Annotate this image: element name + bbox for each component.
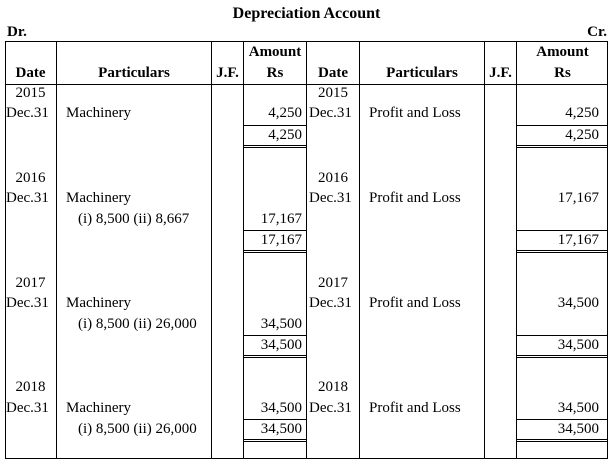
entry-total: 34,500 [557,421,599,437]
entry-amount: 34,500 [260,400,302,416]
col-divider [359,41,360,459]
entry-total: 17,167 [260,232,302,248]
total-rule [517,335,608,336]
total-rule [244,355,306,356]
entry-particulars: Profit and Loss [369,190,461,206]
entry-date: Dec.31 [6,400,49,416]
total-rule [517,145,608,146]
total-rule [244,357,306,358]
entry-date: Dec.31 [309,400,352,416]
year-2018-debit: 2018 [15,379,46,395]
entry-particulars: Profit and Loss [369,295,461,311]
entry-amount: 4,250 [565,105,599,121]
entry-date: Dec.31 [6,295,49,311]
entry-total: 4,250 [565,127,599,143]
header-jf-debit: J.F. [216,65,239,81]
entry-total: 34,500 [260,337,302,353]
total-rule [244,441,306,442]
debit-side-label: Dr. [7,24,27,40]
entry-total: 4,250 [268,127,302,143]
total-rule [517,357,608,358]
header-rule [5,84,608,85]
header-jf-credit: J.F. [489,65,512,81]
total-rule [244,230,306,231]
entry-amount: 34,500 [557,400,599,416]
header-rs-debit: Rs [266,65,284,81]
entry-amount: 17,167 [260,211,302,227]
header-amount-credit: Amount [536,44,589,60]
header-particulars-credit: Particulars [386,65,458,81]
entry-amount: 17,167 [557,190,599,206]
entry-detail: (i) 8,500 (ii) 26,000 [78,316,197,332]
total-rule [244,439,306,440]
total-rule [244,145,306,146]
entry-particulars: Profit and Loss [369,400,461,416]
total-rule [517,230,608,231]
header-amount-debit: Amount [248,44,302,60]
year-2017-credit: 2017 [318,275,348,291]
entry-particulars: Machinery [66,400,131,416]
entry-particulars: Machinery [66,105,131,121]
year-2015-credit: 2015 [318,85,348,101]
total-rule [517,439,608,440]
entry-amount: 34,500 [260,316,302,332]
col-divider [484,41,485,459]
total-rule [244,147,306,148]
entry-date: Dec.31 [309,105,352,121]
account-title: Depreciation Account [232,5,381,22]
entry-particulars: Profit and Loss [369,105,461,121]
entry-amount: 34,500 [557,295,599,311]
entry-particulars: Machinery [66,190,131,206]
credit-side-label: Cr. [587,24,607,40]
entry-detail: (i) 8,500 (ii) 26,000 [78,421,197,437]
total-rule [517,355,608,356]
total-rule [244,252,306,253]
total-rule [517,147,608,148]
total-rule [244,125,306,126]
col-divider [56,41,57,459]
total-rule [517,441,608,442]
year-2017-debit: 2017 [15,275,46,291]
year-2016-debit: 2016 [15,170,46,186]
header-particulars-debit: Particulars [98,65,170,81]
entry-total: 34,500 [557,337,599,353]
total-rule [517,250,608,251]
entry-total: 17,167 [557,232,599,248]
entry-date: Dec.31 [6,105,49,121]
total-rule [517,252,608,253]
entry-date: Dec.31 [309,295,352,311]
year-2015-debit: 2015 [15,85,46,101]
total-rule [517,419,608,420]
header-date-debit: Date [15,65,46,81]
year-2016-credit: 2016 [318,170,348,186]
header-date-credit: Date [318,65,348,81]
total-rule [244,419,306,420]
total-rule [244,250,306,251]
col-divider-center [306,41,307,459]
total-rule [244,335,306,336]
total-rule [517,125,608,126]
header-rs-credit: Rs [554,65,571,81]
entry-particulars: Machinery [66,295,131,311]
entry-date: Dec.31 [309,190,352,206]
year-2018-credit: 2018 [318,379,348,395]
entry-detail: (i) 8,500 (ii) 8,667 [78,211,190,227]
entry-amount: 4,250 [268,105,302,121]
entry-total: 34,500 [260,421,302,437]
entry-date: Dec.31 [6,190,49,206]
col-divider [211,41,212,459]
